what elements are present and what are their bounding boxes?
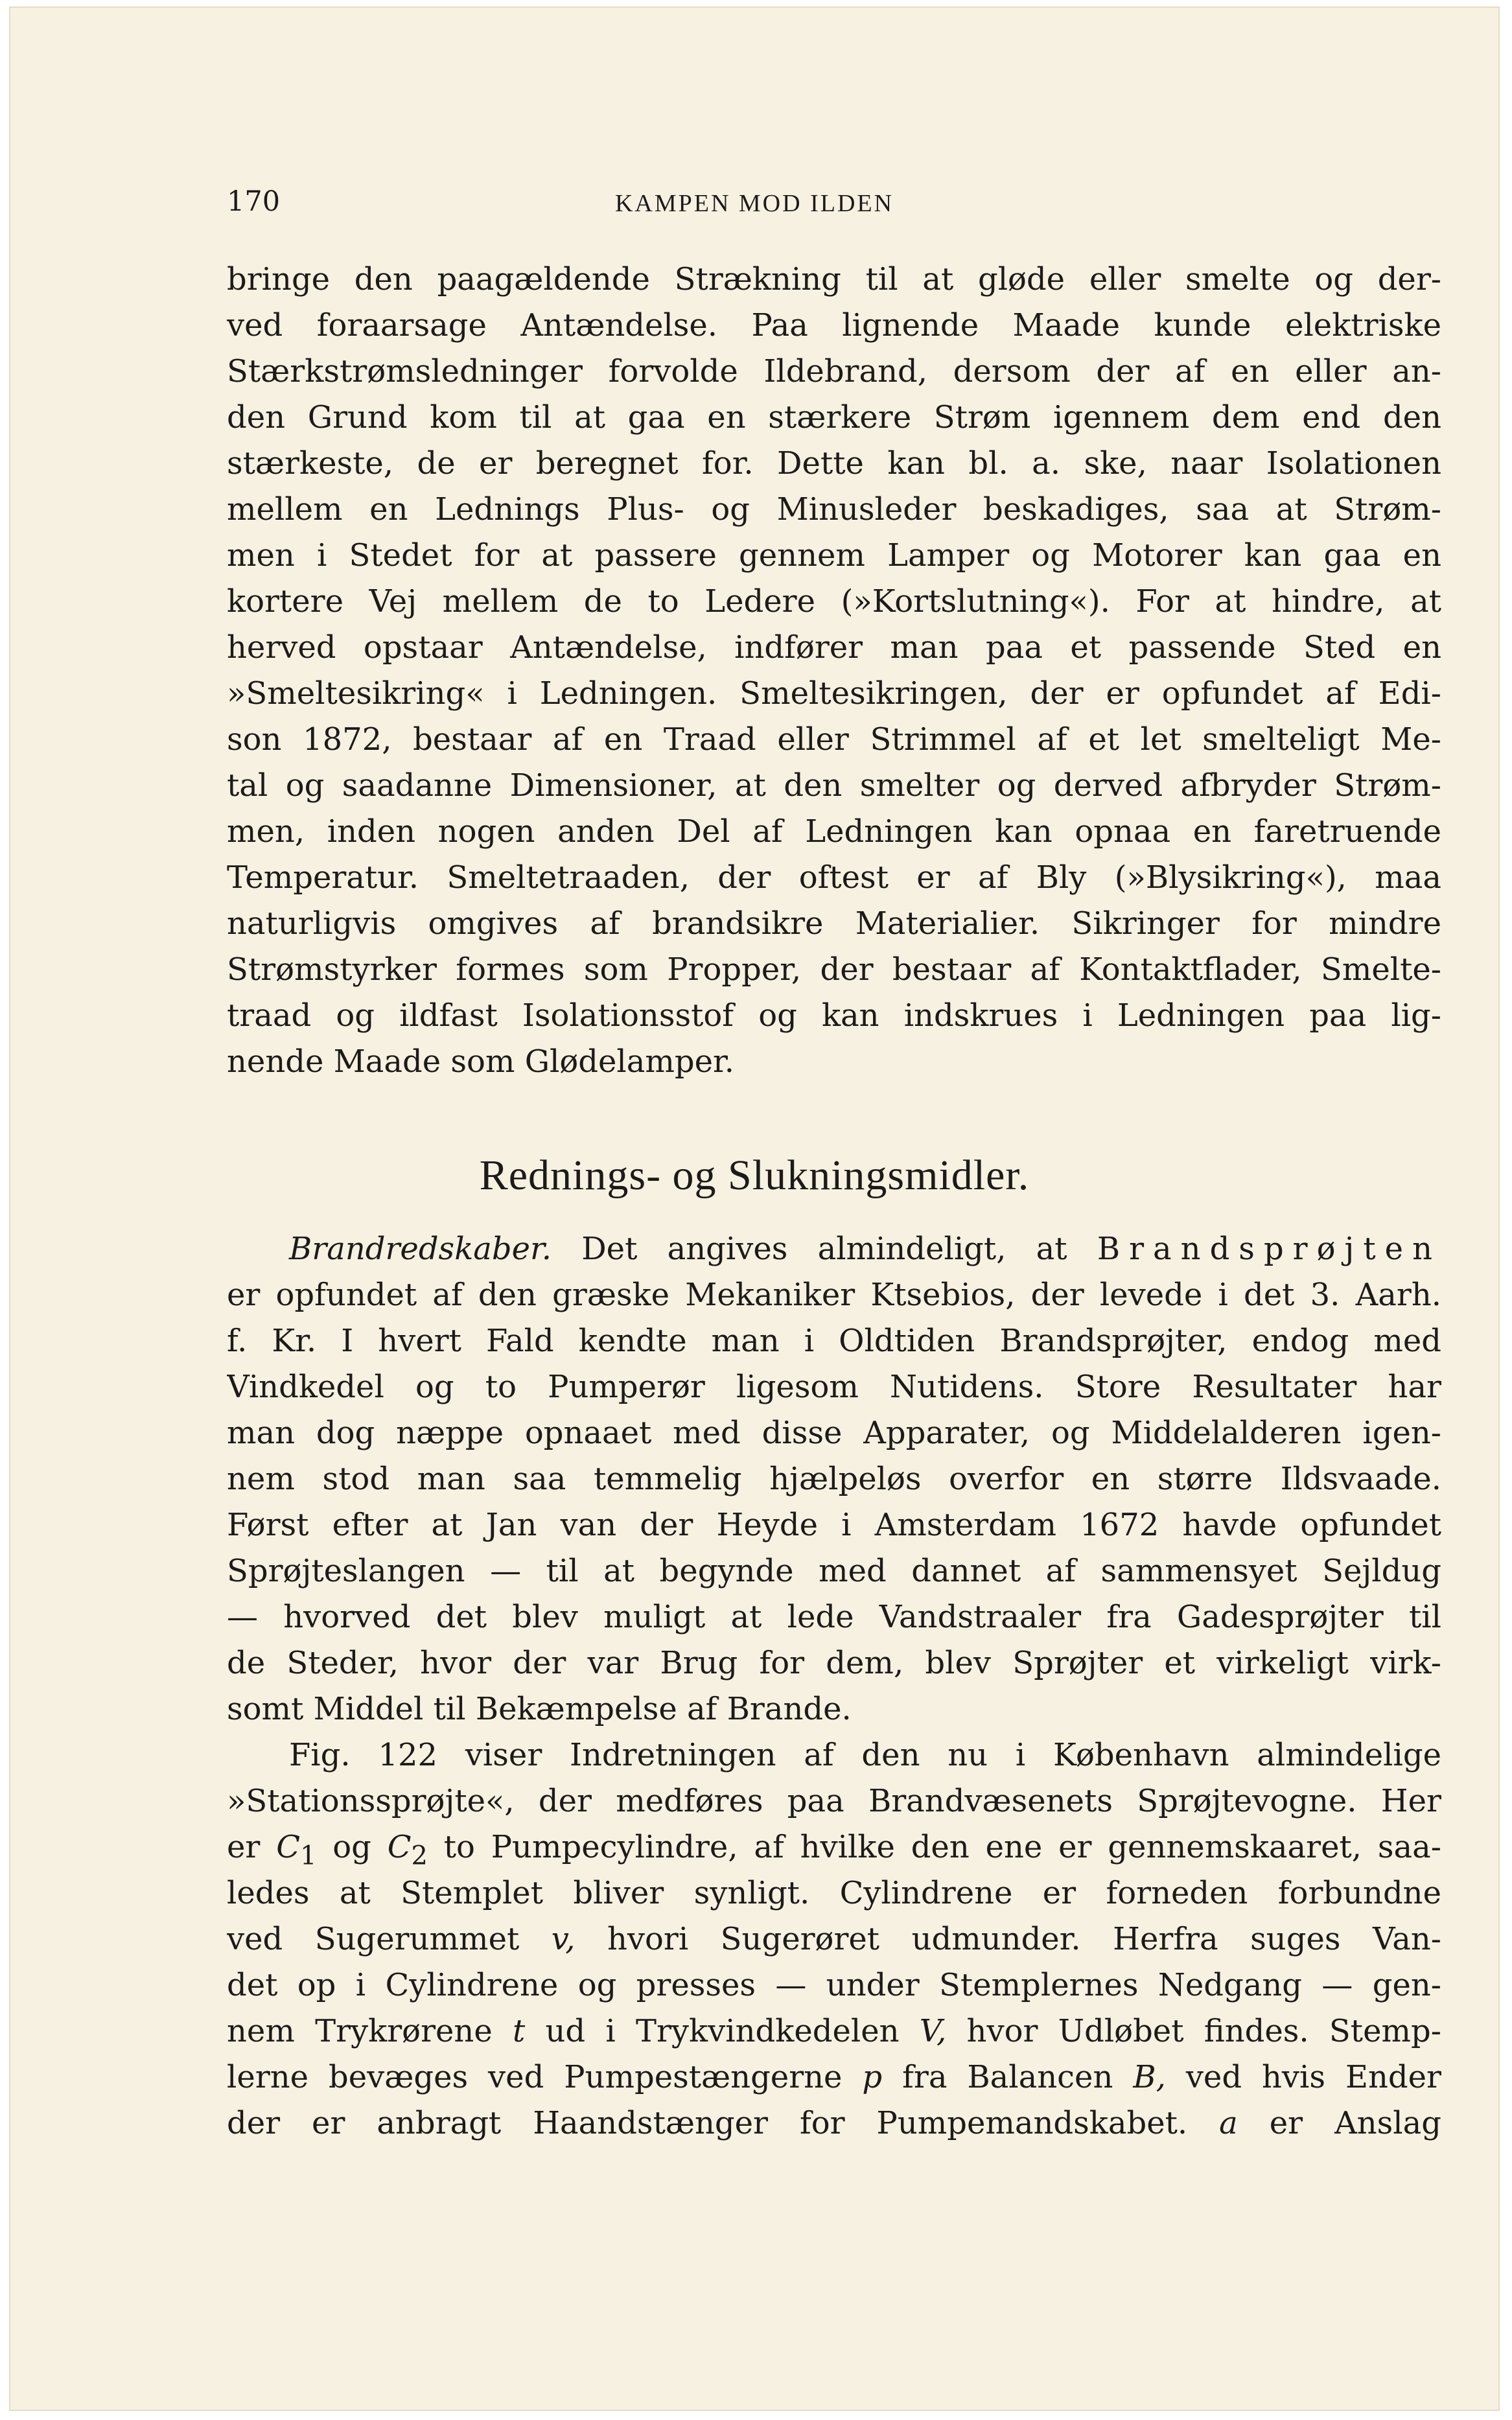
text-line: Strømstyrker formes som Propper, der bestaar af Kontaktflader, Smelte- <box>227 951 1441 988</box>
text-span: ud i Trykvindkedelen <box>545 2013 900 2049</box>
text-span: to Pumpecylindre, af hvilke den ene er gennemskaaret, saa- <box>443 1829 1441 1865</box>
text-line: Først efter at Jan van der Heyde i Amsterdam 1672 havde opfundet <box>227 1507 1441 1543</box>
running-title: KAMPEN MOD ILDEN <box>614 190 894 217</box>
text-line: nem stod man saa temmelig hjælpeløs overfor en større Ildsvaade. <box>227 1461 1441 1497</box>
math-var: B, <box>1133 2059 1166 2095</box>
text-span: hvori Sugerøret udmunder. Herfra suges Van- <box>607 1921 1441 1957</box>
book-page <box>9 6 1500 2411</box>
text-line: men, inden nogen anden Del af Ledningen kan opnaa en faretruende <box>227 813 1441 850</box>
text-line: herved opstaar Antændelse, indfører man paa et passende Sted en <box>227 629 1441 666</box>
math-var: p <box>862 2059 883 2095</box>
math-subscript: 2 <box>411 1841 428 1870</box>
text-span: Det angives almindeligt, at <box>581 1231 1067 1267</box>
text-span: fra Balancen <box>902 2059 1113 2095</box>
text-span: nem Trykrørene <box>227 2013 493 2049</box>
text-line: ledes at Stemplet bliver synligt. Cylindrene er forneden forbundne <box>227 1875 1441 1911</box>
text-line: er opfundet af den græske Mekaniker Ktsebios, der levede i det 3. Aarh. <box>227 1277 1441 1313</box>
text-line: traad og ildfast Isolationsstof og kan indskrues i Ledningen paa lig- <box>227 997 1441 1034</box>
math-var <box>276 1829 317 1870</box>
text-line <box>227 1732 1441 1778</box>
section-heading: Rednings- og Slukningsmidler. <box>479 1152 1030 1199</box>
text-span: er <box>227 1829 261 1865</box>
text-line: Temperatur. Smeltetraaden, der oftest er af Bly (»Blysikring«), maa <box>227 859 1441 896</box>
text-span: er Anslag <box>1269 2105 1441 2141</box>
text-line: Vindkedel og to Pumperør ligesom Nutidens. Store Resultater har <box>227 1369 1441 1405</box>
text-line: tal og saadanne Dimensioner, at den smelter og derved afbryder Strøm- <box>227 767 1441 804</box>
paragraph-body <box>227 1226 1441 2147</box>
text-line: son 1872, bestaar af en Traad eller Strimmel af et let smelteligt Me- <box>227 721 1441 758</box>
text-line: kortere Vej mellem de to Ledere (»Kortslutning«). For at hindre, at <box>227 583 1441 620</box>
text-line <box>227 2100 1441 2147</box>
italic-lead: Brandredskaber. <box>289 1231 552 1267</box>
text-line: man dog næppe opnaaet med disse Apparater, og Middelalderen igen- <box>227 1415 1441 1451</box>
text-line: »Stationssprøjte«, der medføres paa Brandvæsenets Sprøjtevogne. Her <box>227 1783 1441 1819</box>
text-span: ved Sugerummet <box>227 1921 520 1957</box>
text-line: nende Maade som Glødelamper. <box>227 1043 734 1080</box>
page-number: 170 <box>227 185 281 218</box>
text-line: naturligvis omgives af brandsikre Materialier. Sikringer for mindre <box>227 905 1441 942</box>
text-line <box>227 2054 1441 2100</box>
text-line <box>227 2008 1441 2054</box>
text-line: Sprøjteslangen — til at begynde med dannet af sammensyet Sejldug <box>227 1553 1441 1589</box>
text-line: f. Kr. I hvert Fald kendte man i Oldtiden Brandsprøjter, endog med <box>227 1323 1441 1359</box>
text-line: mellem en Lednings Plus- og Minusleder beskadiges, saa at Strøm- <box>227 491 1441 528</box>
math-var-letter: C <box>387 1829 412 1865</box>
math-subscript: 1 <box>299 1841 317 1870</box>
text-line: »Smeltesikring« i Ledningen. Smeltesikringen, der er opfundet af Edi- <box>227 675 1441 712</box>
text-line: bringe den paagældende Strækning til at gløde eller smelte og der- <box>227 261 1441 297</box>
text-span: der er anbragt Haandstænger for Pumpemandskabet. <box>227 2105 1188 2141</box>
text-span: hvor Udløbet findes. Stemp- <box>966 2013 1441 2049</box>
text-line: men i Stedet for at passere gennem Lamper og Motorer kan gaa en <box>227 537 1441 574</box>
paragraph-smeltesikring <box>227 257 1441 1085</box>
text-line: ved foraarsage Antændelse. Paa lignende Maade kunde elektriske <box>227 307 1441 343</box>
text-line: det op i Cylindrene og presses — under Stemplernes Nedgang — gen- <box>227 1967 1441 2003</box>
text-line: — hvorved det blev muligt at lede Vandstraaler fra Gadesprøjter til <box>227 1599 1441 1635</box>
math-var-letter: C <box>276 1829 300 1865</box>
text-line: somt Middel til Bekæmpelse af Brande. <box>227 1691 852 1727</box>
text-line: Stærkstrømsledninger forvolde Ildebrand, dersom der af en eller an- <box>227 353 1441 390</box>
text-span: lerne bevæges ved Pumpestængerne <box>227 2059 843 2095</box>
math-var: V, <box>919 2013 947 2049</box>
page-header <box>9 185 1500 224</box>
text-line <box>227 1824 1441 1870</box>
text-line: den Grund kom til at gaa en stærkere Strøm igennem dem end den <box>227 399 1441 436</box>
text-line: stærkeste, de er beregnet for. Dette kan bl. a. ske, naar Isolationen <box>227 445 1441 482</box>
text-line <box>227 1916 1441 1962</box>
math-var: v, <box>551 1921 576 1957</box>
spaced-term: Brandsprøjten <box>1097 1231 1441 1267</box>
math-var: t <box>512 2013 526 2049</box>
text-span: Fig. 122 viser Indretningen af den nu i København almindelige <box>289 1737 1441 1773</box>
text-span: ved hvis Ender <box>1185 2059 1441 2095</box>
text-span: og <box>332 1829 371 1865</box>
math-var: a <box>1219 2105 1238 2141</box>
math-var <box>387 1829 428 1870</box>
text-line <box>227 1226 1441 1272</box>
text-line: de Steder, hvor der var Brug for dem, blev Sprøjter et virkeligt virk- <box>227 1645 1441 1681</box>
